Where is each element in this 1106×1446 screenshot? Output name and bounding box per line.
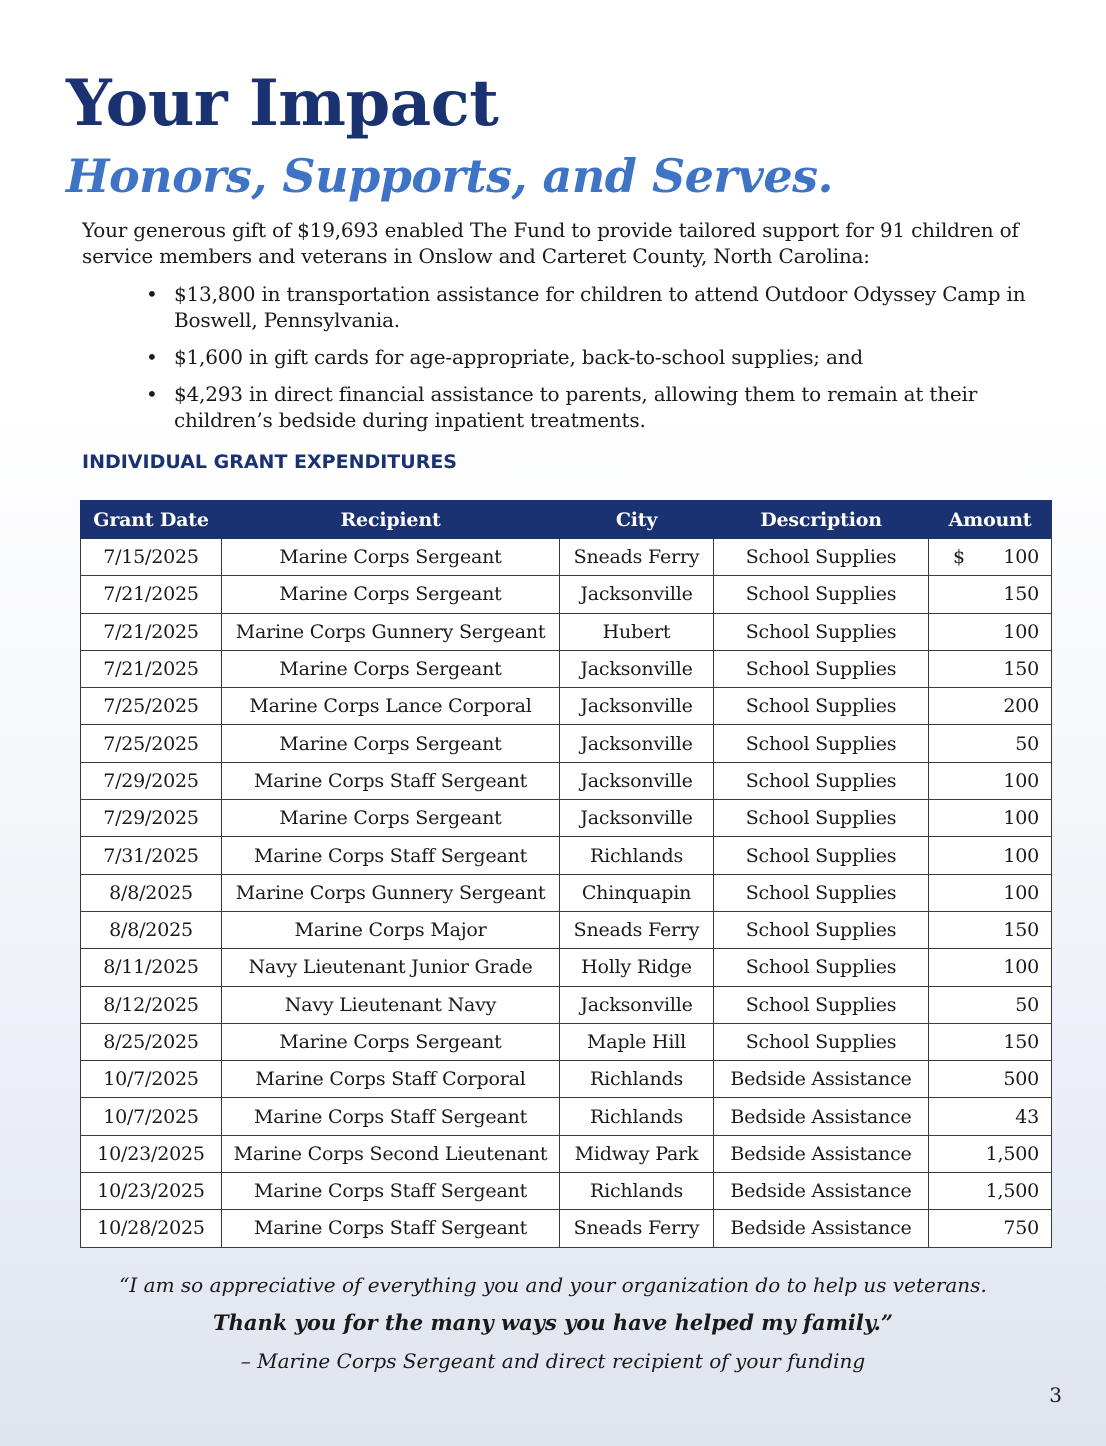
city-cell: Jacksonville [560, 576, 714, 613]
page-title: Your Impact [66, 66, 499, 141]
amount-value: 150 [1003, 583, 1039, 606]
page-number: 3 [1049, 1383, 1062, 1407]
header-city: City [560, 501, 714, 539]
amount-cell [929, 762, 1052, 799]
amount-cell [929, 1210, 1052, 1247]
table-header-row [81, 501, 1052, 539]
description-cell: Bedside Assistance [714, 1098, 929, 1135]
grant-expenditures-table [80, 500, 1052, 1248]
amount-cell [929, 650, 1052, 687]
city-cell: Sneads Ferry [560, 539, 714, 576]
description-cell: School Supplies [714, 986, 929, 1023]
amount-value: 100 [1003, 620, 1039, 643]
recipient-cell: Marine Corps Major [222, 911, 560, 948]
recipient-cell: Navy Lieutenant Junior Grade [222, 949, 560, 986]
section-heading: INDIVIDUAL GRANT EXPENDITURES [82, 451, 457, 473]
amount-cell [929, 949, 1052, 986]
table-row [81, 1023, 1052, 1060]
description-cell: School Supplies [714, 762, 929, 799]
recipient-cell: Marine Corps Staff Corporal [222, 1061, 560, 1098]
intro-paragraph: Your generous gift of $19,693 enabled The Fund to provide tailored support for 91 children of service members and veterans in Onslow and Carteret County, North Carolina: [82, 218, 1019, 268]
city-cell: Holly Ridge [560, 949, 714, 986]
amount-value: 100 [1003, 546, 1039, 569]
city-cell: Jacksonville [560, 725, 714, 762]
amount-value: 43 [1015, 1105, 1039, 1128]
amount-cell [929, 911, 1052, 948]
amount-value: 100 [1003, 769, 1039, 792]
recipient-cell: Marine Corps Staff Sergeant [222, 762, 560, 799]
amount-cell [929, 539, 1052, 576]
quote-line: “I am so appreciative of everything you and your organization do to help us veterans. [119, 1273, 987, 1297]
amount-value: 100 [1003, 881, 1039, 904]
amount-cell [929, 874, 1052, 911]
grant-date-cell: 8/8/2025 [81, 874, 222, 911]
table-row [81, 911, 1052, 948]
city-cell: Midway Park [560, 1135, 714, 1172]
city-cell: Hubert [560, 613, 714, 650]
impact-item [146, 381, 1026, 433]
grant-date-cell: 7/21/2025 [81, 613, 222, 650]
description-cell: School Supplies [714, 874, 929, 911]
city-cell: Sneads Ferry [560, 911, 714, 948]
city-cell: Jacksonville [560, 688, 714, 725]
table-row [81, 874, 1052, 911]
grant-date-cell: 7/25/2025 [81, 688, 222, 725]
grant-date-cell: 10/23/2025 [81, 1173, 222, 1210]
description-cell: Bedside Assistance [714, 1135, 929, 1172]
table-row [81, 725, 1052, 762]
currency-symbol: $ [953, 546, 965, 569]
grant-date-cell: 10/7/2025 [81, 1098, 222, 1135]
amount-value: 50 [1015, 993, 1039, 1016]
grant-date-cell: 10/23/2025 [81, 1135, 222, 1172]
recipient-cell: Marine Corps Gunnery Sergeant [222, 613, 560, 650]
header-amount: Amount [929, 501, 1052, 539]
grant-date-cell: 10/7/2025 [81, 1061, 222, 1098]
amount-value: 100 [1003, 844, 1039, 867]
table-row [81, 1210, 1052, 1247]
quote-attribution: – Marine Corps Sergeant and direct recipient of your funding [240, 1349, 866, 1373]
grant-date-cell: 10/28/2025 [81, 1210, 222, 1247]
city-cell: Richlands [560, 837, 714, 874]
table-body [81, 539, 1052, 1248]
city-cell: Jacksonville [560, 762, 714, 799]
description-cell: Bedside Assistance [714, 1210, 929, 1247]
description-cell: School Supplies [714, 688, 929, 725]
recipient-cell: Marine Corps Sergeant [222, 576, 560, 613]
amount-cell [929, 986, 1052, 1023]
recipient-cell: Marine Corps Second Lieutenant [222, 1135, 560, 1172]
grant-date-cell: 7/31/2025 [81, 837, 222, 874]
table-row [81, 986, 1052, 1023]
amount-value: 750 [1003, 1217, 1039, 1240]
header-recipient: Recipient [222, 501, 560, 539]
recipient-cell: Navy Lieutenant Navy [222, 986, 560, 1023]
table-row [81, 1061, 1052, 1098]
table-row [81, 576, 1052, 613]
header-grant-date: Grant Date [81, 501, 222, 539]
amount-value: 150 [1003, 1031, 1039, 1053]
recipient-cell: Marine Corps Sergeant [222, 1023, 560, 1060]
description-cell: Bedside Assistance [714, 1173, 929, 1210]
impact-item-text: $4,293 in direct financial assistance to parents, allowing them to remain at their children’s bedside during inpatient treatments. [174, 382, 978, 432]
amount-value: 500 [1003, 1068, 1039, 1091]
recipient-cell: Marine Corps Sergeant [222, 800, 560, 837]
grant-date-cell: 8/25/2025 [81, 1023, 222, 1060]
table-row [81, 688, 1052, 725]
grant-date-cell: 7/29/2025 [81, 800, 222, 837]
table-row [81, 613, 1052, 650]
bullet-icon: • [146, 282, 158, 306]
description-cell: Bedside Assistance [714, 1061, 929, 1098]
table-row [81, 1135, 1052, 1172]
grant-date-cell: 7/25/2025 [81, 725, 222, 762]
grant-date-cell: 8/11/2025 [81, 949, 222, 986]
amount-cell [929, 837, 1052, 874]
description-cell: School Supplies [714, 949, 929, 986]
city-cell: Maple Hill [560, 1023, 714, 1060]
amount-cell [929, 688, 1052, 725]
grant-date-cell: 8/8/2025 [81, 911, 222, 948]
amount-value: 1,500 [985, 1180, 1039, 1203]
amount-value: 50 [1015, 732, 1039, 755]
table-row [81, 762, 1052, 799]
recipient-cell: Marine Corps Gunnery Sergeant [222, 874, 560, 911]
city-cell: Richlands [560, 1173, 714, 1210]
description-cell: School Supplies [714, 725, 929, 762]
bullet-icon: • [146, 382, 158, 406]
impact-item [146, 344, 1026, 370]
description-cell: School Supplies [714, 539, 929, 576]
amount-cell [929, 800, 1052, 837]
amount-value: 100 [1003, 807, 1039, 830]
recipient-cell: Marine Corps Lance Corporal [222, 688, 560, 725]
amount-value: 100 [1003, 956, 1039, 979]
recipient-cell: Marine Corps Staff Sergeant [222, 837, 560, 874]
description-cell: School Supplies [714, 650, 929, 687]
city-cell: Chinquapin [560, 874, 714, 911]
amount-value: 150 [1003, 658, 1039, 681]
amount-cell [929, 1135, 1052, 1172]
recipient-cell: Marine Corps Staff Sergeant [222, 1173, 560, 1210]
header-description: Description [714, 501, 929, 539]
amount-cell [929, 1061, 1052, 1098]
table-row [81, 539, 1052, 576]
amount-cell [929, 725, 1052, 762]
recipient-cell: Marine Corps Sergeant [222, 725, 560, 762]
description-cell: School Supplies [714, 837, 929, 874]
amount-cell [929, 1098, 1052, 1135]
bullet-icon: • [146, 345, 158, 369]
table-row [81, 949, 1052, 986]
description-cell: School Supplies [714, 613, 929, 650]
amount-cell [929, 1023, 1052, 1060]
table-row [81, 650, 1052, 687]
amount-value: 1,500 [985, 1142, 1039, 1165]
city-cell: Jacksonville [560, 650, 714, 687]
table-row [81, 1098, 1052, 1135]
grant-date-cell: 8/12/2025 [81, 986, 222, 1023]
description-cell: School Supplies [714, 1023, 929, 1060]
city-cell: Jacksonville [560, 800, 714, 837]
impact-item [146, 281, 1026, 333]
table-row [81, 1173, 1052, 1210]
grant-date-cell: 7/21/2025 [81, 576, 222, 613]
page-subtitle: Honors, Supports, and Serves. [66, 149, 834, 203]
grant-date-cell: 7/15/2025 [81, 539, 222, 576]
description-cell: School Supplies [714, 911, 929, 948]
city-cell: Sneads Ferry [560, 1210, 714, 1247]
city-cell: Jacksonville [560, 986, 714, 1023]
amount-cell [929, 576, 1052, 613]
grant-date-cell: 7/29/2025 [81, 762, 222, 799]
amount-cell [929, 1173, 1052, 1210]
table-row [81, 800, 1052, 837]
recipient-cell: Marine Corps Staff Sergeant [222, 1098, 560, 1135]
recipient-cell: Marine Corps Sergeant [222, 539, 560, 576]
table-row [81, 837, 1052, 874]
grant-date-cell: 7/21/2025 [81, 650, 222, 687]
quote-emphasis: Thank you for the many ways you have helped my family.” [212, 1310, 894, 1335]
impact-list [146, 281, 1026, 444]
recipient-cell: Marine Corps Sergeant [222, 650, 560, 687]
impact-item-text: $13,800 in transportation assistance for children to attend Outdoor Odyssey Camp in Boswell, Pennsylvania. [174, 282, 1026, 332]
recipient-cell: Marine Corps Staff Sergeant [222, 1210, 560, 1247]
city-cell: Richlands [560, 1061, 714, 1098]
amount-cell [929, 613, 1052, 650]
city-cell: Richlands [560, 1098, 714, 1135]
amount-value: 150 [1003, 919, 1039, 942]
description-cell: School Supplies [714, 576, 929, 613]
amount-value: 200 [1003, 695, 1039, 718]
impact-item-text: $1,600 in gift cards for age-appropriate, back-to-school supplies; and [174, 345, 863, 369]
description-cell: School Supplies [714, 800, 929, 837]
